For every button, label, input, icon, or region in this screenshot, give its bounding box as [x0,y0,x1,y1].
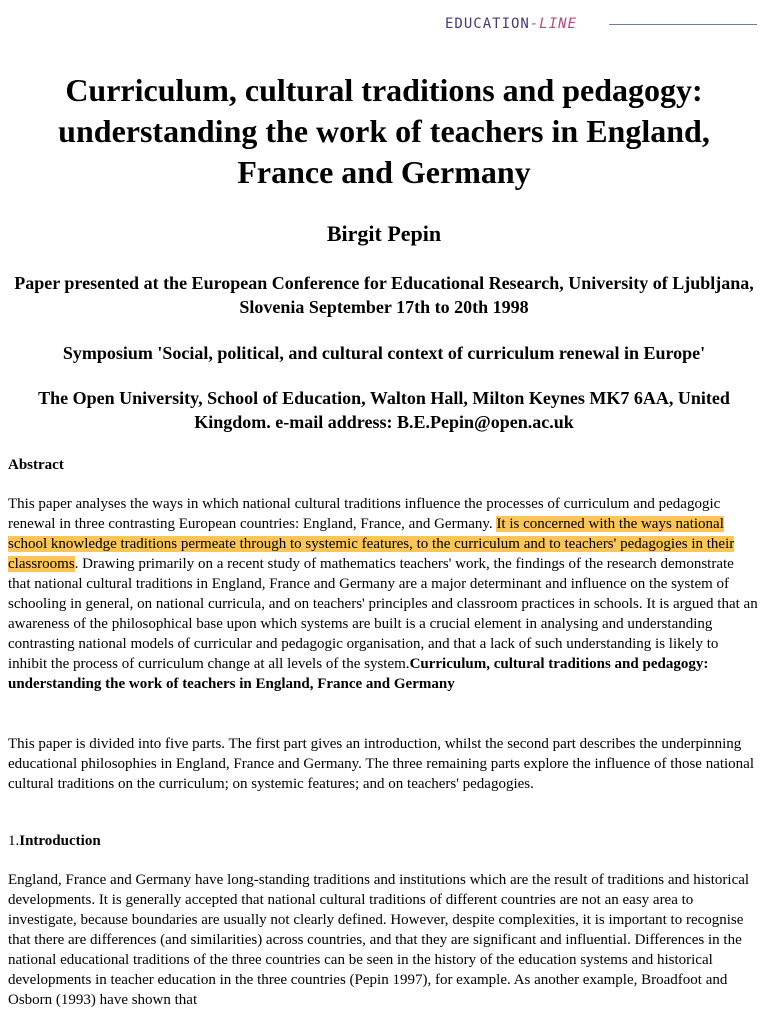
introduction-paragraph: England, France and Germany have long-standing traditions and institutions which are the result of traditions and historical developments. It is generally accepted that national cultural traditions of different countries are not an easy area to investigate, because boundaries are usually not clearly defined. However, despite complexities, it is important to recognise that there are differences (and similarities) across countries, and that they are significant and influential. Differences in the national educational traditions of the three countries can be seen in the history of the education systems and historical developments in teacher education in the three countries (Pepin 1997), for example. As another example, Broadfoot and Osborn (1993) have shown that [8,872,750,1008]
symposium-info: Symposium 'Social, political, and cultural context of curriculum renewal in Europe' [62,343,706,363]
logo-rule [609,24,757,25]
abstract-text-start: This paper analyses the ways in which national cultural traditions influence the processes of curriculum and pedagogic renewal in three contrasting European countries: England, France, and Germany. [8,496,721,532]
author-name: Birgit Pepin [326,221,442,246]
abstract-highlighted-text: It is concerned with the ways national school knowledge traditions permeate through to systemic features, to the curriculum and to teachers' pedagogies in their classrooms [8,516,735,572]
overview-paragraph: This paper is divided into five parts. The first part gives an introduction, whilst the second part describes the underpinning educational philosophies in England, France and Germany. The three remaining parts explore the influence of those national cultural traditions on the curriculum; on systemic features; and on teachers' pedagogies. [8,736,755,792]
affiliation-info: The Open University, School of Education, Walton Hall, Milton Keynes MK7 6AA, United Kingdom. e-mail address: B.E.Pepin@open.ac.uk [38,388,730,432]
abstract-heading: Abstract [8,457,64,473]
abstract-text-continued: . Drawing primarily on a recent study of mathematics teachers' work, the findings of the research demonstrate that national cultural traditions in England, France and Germany are a major determinant and influence on the system of schooling in general, on national curricula, and on teachers' principles and classroom practices in schools. It is argued that an awareness of the philosophical base upon which systems are built is a crucial element in analysing and understanding contrasting national models of curricular and pedagogic organisation, and that a lack of such understanding is likely to inhibit the process of curriculum change at all levels of the system. [8,556,758,672]
introduction-heading [8,831,101,851]
abstract-paragraph [8,494,760,694]
logo-text [445,14,577,34]
logo-text-education: EDUCATION [445,16,530,32]
education-line-logo [445,14,757,34]
abstract-bold-title: Curriculum, cultural traditions and pedagogy: understanding the work of teachers in England, France and Germany [8,656,709,692]
paper-title: Curriculum, cultural traditions and pedagogy: understanding the work of teachers in England, France and Germany [58,72,710,190]
logo-text-line: -LINE [529,16,578,32]
introduction-title: Introduction [19,833,101,849]
introduction-number: 1. [8,833,20,849]
conference-info: Paper presented at the European Conference for Educational Research, University of Ljubljana, Slovenia September 17th to 20th 1998 [14,273,754,317]
